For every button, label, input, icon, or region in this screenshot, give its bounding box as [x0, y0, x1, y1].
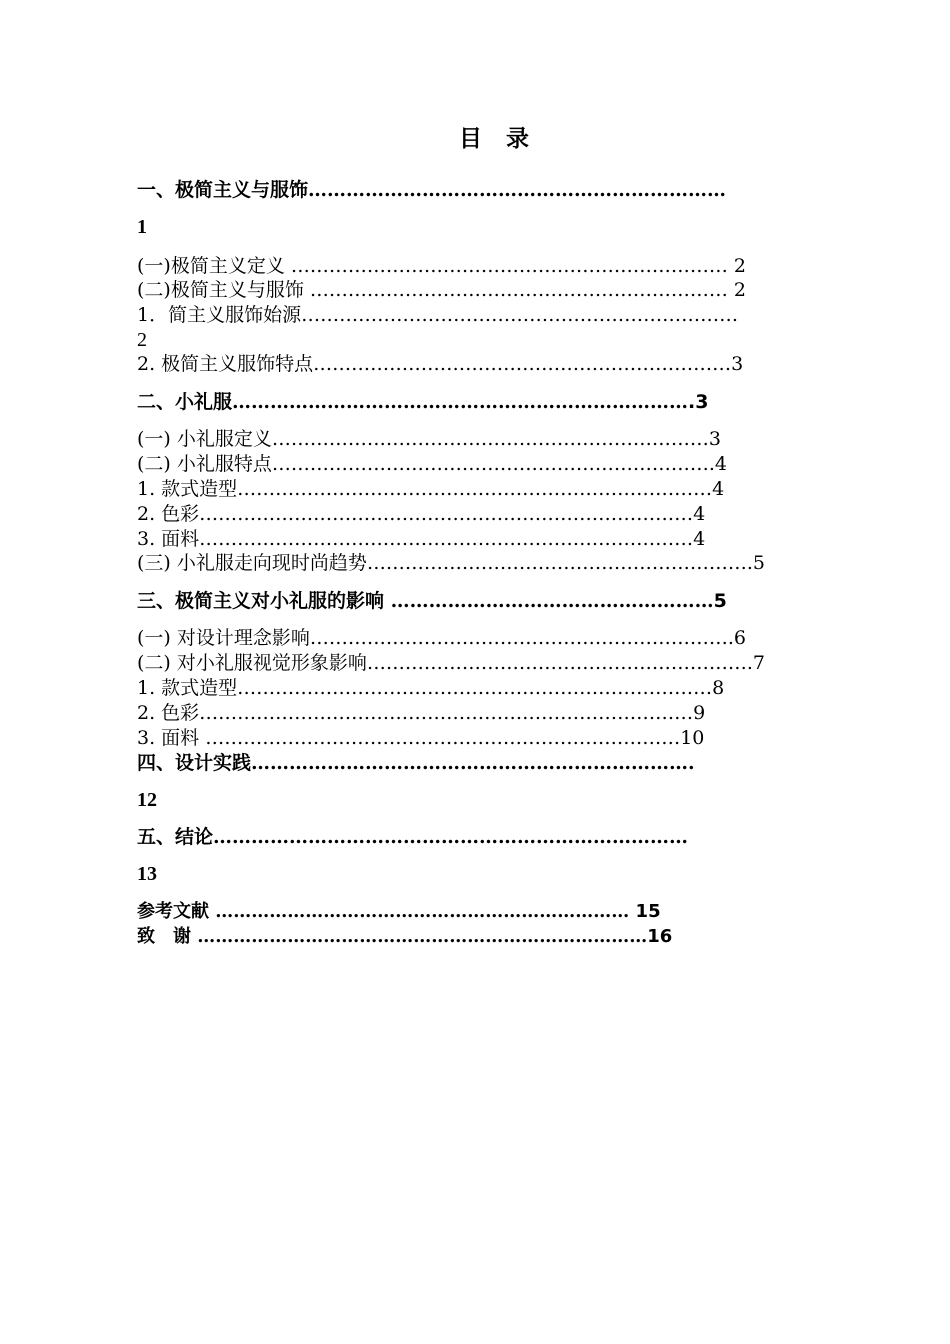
toc-entry-page: 8	[712, 677, 725, 699]
toc-leader-dots: ………………………………………………………………	[232, 391, 689, 413]
toc-entry-s3[interactable]	[137, 589, 849, 613]
toc-entry-label: 四、设计实践	[137, 752, 252, 774]
toc-entry-page: 2	[137, 329, 147, 351]
toc-entry-page: 15	[629, 901, 661, 922]
toc-entry-label: (二)极简主义与服饰	[137, 279, 310, 301]
toc-entry-label: 3. 面料	[137, 528, 200, 550]
toc-leader-dots: …………………………………………………………	[308, 179, 727, 201]
toc-leader-dots: ………………………………………………………….	[309, 627, 734, 649]
toc-entry-page: 3	[731, 353, 744, 375]
toc-entry-label: 参考文献	[137, 901, 216, 922]
toc-title-left: 目	[459, 126, 484, 152]
toc-leader-dots: ……………………………………………………………	[215, 901, 630, 922]
toc-entry-label: 2. 色彩	[137, 503, 200, 525]
toc-entry-s3-1[interactable]	[137, 626, 849, 650]
toc-entry-label: 1. 款式造型	[137, 677, 238, 699]
toc-leader-dots: …………………………………………………………….	[251, 752, 695, 774]
toc-entry-label: 二、小礼服	[137, 391, 233, 413]
toc-title	[0, 124, 950, 154]
toc-entry-references[interactable]	[137, 900, 842, 924]
toc-leader-dots: …………………………………………………………………	[197, 926, 648, 947]
toc-entry-page: 9	[693, 702, 706, 724]
toc-entry-s2-2[interactable]	[137, 452, 849, 476]
toc-entry-page: 5	[752, 552, 766, 574]
toc-leader-dots: ……………………………………………………………	[301, 304, 739, 326]
toc-entry-s5[interactable]	[137, 825, 849, 849]
toc-entry-label: (二) 小礼服特点	[137, 453, 272, 475]
toc-entry-s2-5[interactable]	[137, 527, 849, 551]
toc-entry-s4[interactable]	[137, 751, 849, 775]
toc-entry-page: .3	[688, 391, 709, 413]
toc-leader-dots: …………………………………………………….	[366, 552, 753, 574]
toc-entry-page: 7	[752, 652, 766, 674]
toc-entry-label: 1．简主义服饰始源	[137, 304, 302, 326]
toc-entry-page: 4	[714, 453, 728, 475]
toc-leader-dots: …………………………………………………………	[313, 353, 732, 375]
toc-leader-dots: …………………………………………………………………	[237, 677, 713, 699]
toc-entry-s3-3[interactable]	[137, 676, 849, 700]
toc-leader-dots: ……………………………………………………………………	[199, 702, 694, 724]
toc-entry-page: 4	[693, 528, 706, 550]
toc-entry-page: 2	[727, 255, 747, 277]
toc-leader-dots: ……………………………………………	[390, 590, 714, 612]
toc-leader-dots: ……………………………………………………………	[271, 428, 709, 450]
toc-leader-dots: …………………………………………………………………	[237, 478, 713, 500]
toc-entry-acknowledgements[interactable]	[137, 925, 842, 949]
toc-entry-label: 2. 色彩	[137, 702, 200, 724]
toc-entry-s1-1[interactable]	[137, 254, 849, 278]
toc-leader-dots: …………………………………………………………………	[205, 727, 681, 749]
toc-leader-dots: …………………………………………………………….	[271, 453, 715, 475]
toc-entry-s2-4[interactable]	[137, 502, 849, 526]
toc-entry-s2[interactable]	[137, 390, 849, 414]
toc-entry-page: 12	[137, 789, 157, 811]
toc-entry-s1-4[interactable]	[137, 352, 849, 376]
toc-entry-s2-3[interactable]	[137, 477, 849, 501]
toc-entry-s3-2[interactable]	[137, 651, 849, 675]
toc-entry-s1[interactable]	[137, 178, 849, 202]
toc-entry-page: 10	[680, 727, 705, 749]
toc-entry-s3-5[interactable]	[137, 726, 849, 750]
toc-entry-page: 4	[693, 503, 706, 525]
toc-entry-label: (二) 对小礼服视觉形象影响	[137, 652, 367, 674]
toc-entry-page: 13	[137, 863, 157, 885]
toc-entry-label: (一) 对设计理念影响	[137, 627, 310, 649]
toc-entry-s1-2[interactable]	[137, 278, 849, 302]
toc-leader-dots: ……………………………………………………………………	[199, 528, 694, 550]
toc-entry-s2-6[interactable]	[137, 551, 849, 575]
toc-entry-label: 1. 款式造型	[137, 478, 238, 500]
toc-entry-page: 6	[733, 627, 747, 649]
toc-entry-label: 2. 极简主义服饰特点	[137, 353, 314, 375]
toc-entry-label: 3. 面料	[137, 727, 206, 749]
toc-entry-page: 1	[137, 216, 147, 238]
toc-entry-label: (一)极简主义定义	[137, 255, 291, 277]
toc-title-right: 录	[506, 126, 531, 152]
toc-leader-dots: …………………………………………………….	[366, 652, 753, 674]
toc-entry-page: 16	[647, 926, 673, 947]
toc-entry-page: 2	[727, 279, 747, 301]
toc-entry-s3-4[interactable]	[137, 701, 849, 725]
toc-entry-label: (一) 小礼服定义	[137, 428, 272, 450]
toc-entry-s2-1[interactable]	[137, 427, 849, 451]
toc-leader-dots: ……………………………………………………………	[290, 255, 728, 277]
toc-leader-dots: …………………………………………………………	[309, 279, 728, 301]
toc-entry-label: 一、极简主义与服饰	[137, 179, 309, 201]
toc-entry-page: 3	[708, 428, 721, 450]
toc-entry-label: 致 谢	[137, 926, 198, 947]
toc-entry-page: 5	[713, 590, 727, 612]
toc-entry-label: 五、结论	[137, 826, 214, 848]
toc-entry-label: 三、极简主义对小礼服的影响	[137, 590, 391, 612]
toc-entry-label: (三) 小礼服走向现时尚趋势	[137, 552, 367, 574]
toc-leader-dots: …………………………………………………………………	[213, 826, 689, 848]
toc-leader-dots: ……………………………………………………………………	[199, 503, 694, 525]
toc-entry-s1-3[interactable]	[137, 303, 849, 327]
toc-entry-page: 4	[712, 478, 725, 500]
